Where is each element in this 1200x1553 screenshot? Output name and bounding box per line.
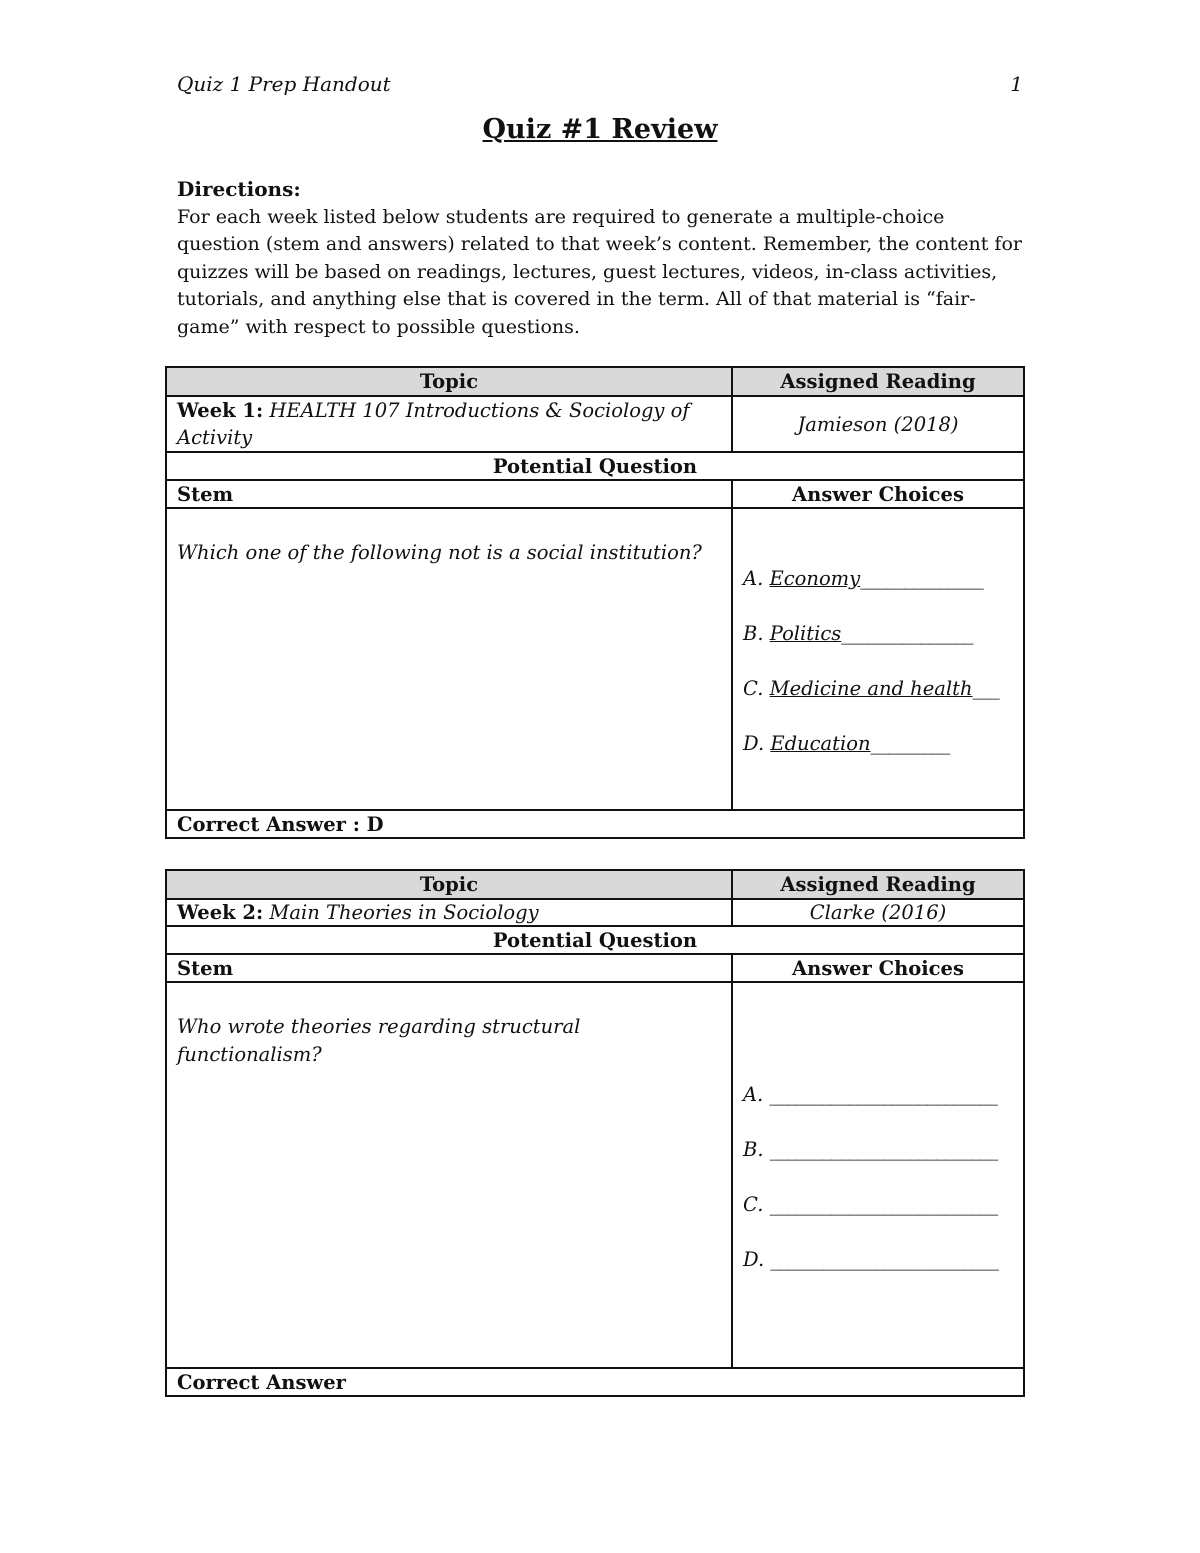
answer-choice: A. Economy______________ xyxy=(743,567,983,590)
assigned-reading: Clarke (2016) xyxy=(732,899,1024,926)
answer-choice: B. Politics_______________ xyxy=(743,622,973,645)
answer-choices-list xyxy=(743,1081,1013,1301)
page-header xyxy=(177,72,1023,98)
potential-question-label: Potential Question xyxy=(166,926,1024,954)
assigned-reading: Jamieson (2018) xyxy=(732,396,1024,452)
directions-text: For each week listed below students are required to generate a multiple-choice question (stem and answers) related to that week’s content. Remember, the content for quizzes will be based on readings, lectures, guest lectures, videos, in-class activities, tutorials, and anything else that is covered in the term. All of that material is “fair-game” with respect to possible questions. xyxy=(177,205,1022,338)
stem-label: Stem xyxy=(166,480,732,508)
answer-choices-list xyxy=(743,565,1013,785)
week-label: Week 2: xyxy=(177,901,264,924)
answer-choice: A. __________________________ xyxy=(743,1083,997,1106)
stem-cell xyxy=(166,508,732,810)
week-topic: Main Theories in Sociology xyxy=(269,901,539,924)
answer-choices-label: Answer Choices xyxy=(732,480,1024,508)
week-topic-cell xyxy=(166,899,732,926)
week-label: Week 1: xyxy=(177,399,264,422)
answer-choice: D. Education_________ xyxy=(743,732,950,755)
answer-choice: B. __________________________ xyxy=(743,1138,998,1161)
stem-label: Stem xyxy=(166,954,732,982)
answer-choice: D. __________________________ xyxy=(743,1248,998,1271)
potential-question-label: Potential Question xyxy=(166,452,1024,480)
week-2-question-table xyxy=(165,869,1025,1397)
assigned-reading-header: Assigned Reading xyxy=(732,870,1024,899)
topic-header: Topic xyxy=(166,870,732,899)
directions-section xyxy=(177,176,1027,341)
topic-header: Topic xyxy=(166,367,732,396)
header-title: Quiz 1 Prep Handout xyxy=(177,72,391,96)
answer-choices-label: Answer Choices xyxy=(732,954,1024,982)
page-number: 1 xyxy=(1010,72,1023,96)
answer-choice: C. Medicine and health___ xyxy=(743,677,999,700)
correct-answer: Correct Answer : D xyxy=(166,810,1024,838)
assigned-reading-header: Assigned Reading xyxy=(732,367,1024,396)
answer-choices-cell xyxy=(732,508,1024,810)
week-topic-cell xyxy=(166,396,732,452)
directions-label: Directions: xyxy=(177,177,301,201)
stem-text: Which one of the following not is a social institution? xyxy=(177,541,702,564)
answer-choice: C. __________________________ xyxy=(743,1193,998,1216)
document-title: Quiz #1 Review xyxy=(482,114,718,145)
answer-choices-cell xyxy=(732,982,1024,1368)
stem-text: Who wrote theories regarding structural functionalism? xyxy=(177,1015,581,1066)
week-topic: HEALTH 107 Introductions & Sociology of Activity xyxy=(177,399,690,449)
week-1-question-table xyxy=(165,366,1025,839)
stem-cell xyxy=(166,982,732,1368)
correct-answer: Correct Answer xyxy=(166,1368,1024,1396)
